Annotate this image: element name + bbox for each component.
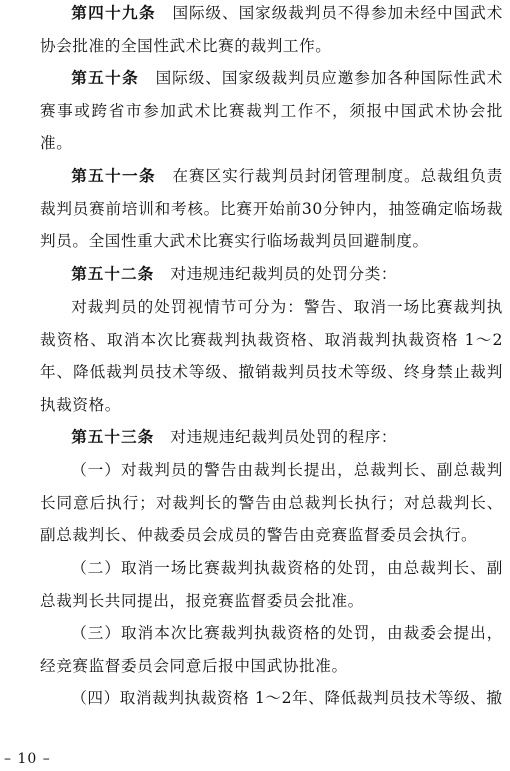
article-49	[40, 0, 503, 62]
article-number: 第五十条	[71, 69, 140, 87]
article-text: 对违规违纪裁判员的处罚分类：	[170, 265, 398, 283]
article-number: 第五十三条	[71, 428, 155, 446]
paragraph-text: （四）取消裁判执裁资格 1～2年、降低裁判员技术等级、撤	[71, 689, 503, 707]
article-52	[40, 258, 503, 291]
article-number: 第五十一条	[71, 167, 156, 185]
article-text: 国际级、国家级裁判员不得参加未经中国武术协会批准的全国性武术比赛的裁判工作。	[40, 4, 503, 55]
page-number: – 10 –	[4, 751, 51, 767]
article-51	[40, 160, 503, 258]
paragraph-text: 对裁判员的处罚视情节可分为：警告、取消一场比赛裁判执裁资格、取消本次比赛裁判执裁资格、取消裁判执裁资格 1～2年、降低裁判员技术等级、撤销裁判员技术等级、终身禁止裁判执裁资格。	[40, 298, 503, 414]
paragraph-text: （三）取消本次比赛裁判执裁资格的处罚，由裁委会提出，经竞赛监督委员会同意后报中国武协批准。	[40, 624, 503, 675]
procedure-item-3	[40, 617, 503, 682]
article-text: 在赛区实行裁判员封闭管理制度。总裁组负责裁判员赛前培训和考核。比赛开始前30分钟内，抽签确定临场裁判员。全国性重大武术比赛实行临场裁判员回避制度。	[40, 167, 503, 251]
article-53	[40, 421, 503, 454]
article-number: 第五十二条	[71, 265, 155, 283]
paragraph-text: （一）对裁判员的警告由裁判长提出，总裁判长、副总裁判长同意后执行；对裁判长的警告由总裁判长执行；对总裁判长、副总裁判长、仲裁委员会成员的警告由竞赛监督委员会执行。	[40, 461, 503, 545]
procedure-item-2	[40, 552, 503, 617]
article-number: 第四十九条	[71, 4, 156, 22]
procedure-item-1	[40, 454, 503, 552]
penalty-categories	[40, 291, 503, 421]
article-50	[40, 62, 503, 160]
paragraph-text: （二）取消一场比赛裁判执裁资格的处罚，由总裁判长、副总裁判长共同提出，报竞赛监督委员会批准。	[40, 559, 503, 610]
article-text: 对违规违纪裁判员处罚的程序：	[170, 428, 398, 446]
article-text: 国际级、国家级裁判员应邀参加各种国际性武术赛事或跨省市参加武术比赛裁判工作不，须报中国武术协会批准。	[40, 69, 503, 153]
procedure-item-4	[40, 682, 503, 715]
